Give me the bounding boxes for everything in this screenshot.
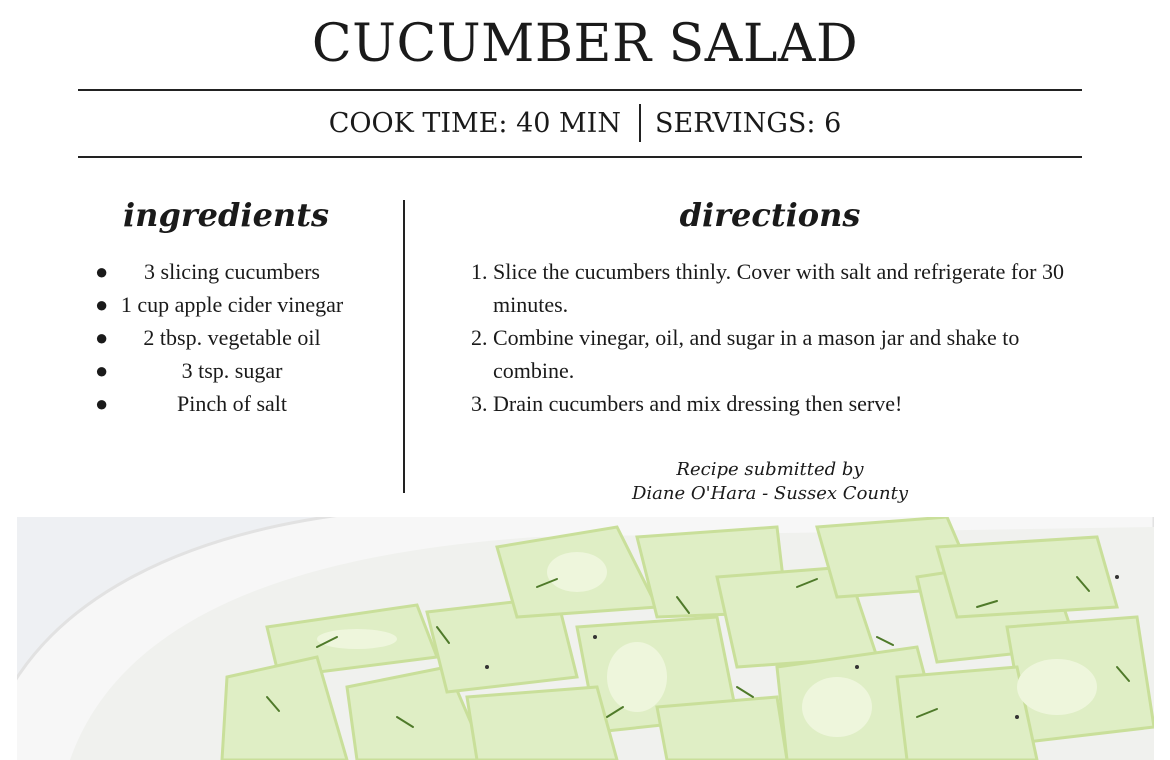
- bullet-icon: ●: [95, 391, 109, 416]
- ingredient-item: ● Pinch of salt: [92, 387, 352, 420]
- salad-photo: [17, 517, 1154, 760]
- recipe-title: CUCUMBER SALAD: [311, 14, 859, 74]
- ingredients-heading: ingredients: [123, 196, 329, 234]
- ingredient-item: ● 3 tsp. sugar: [92, 354, 352, 387]
- direction-step: 1. Slice the cucumbers thinly. Cover with salt and refrigerate for 30 minutes.: [471, 259, 1065, 317]
- ingredient-item: ● 3 slicing cucumbers: [92, 255, 352, 288]
- bullet-icon: ●: [95, 259, 109, 284]
- directions-heading: directions: [679, 196, 861, 234]
- salad-illustration: [17, 517, 1154, 760]
- bullet-icon: ●: [95, 358, 109, 383]
- ingredient-item: ● 2 tbsp. vegetable oil: [92, 321, 352, 354]
- bullet-icon: ●: [95, 292, 109, 317]
- recipe-credit: [560, 458, 980, 506]
- servings: SERVINGS: 6: [654, 107, 842, 139]
- directions-list: [471, 255, 1101, 420]
- meta-separator: [639, 104, 641, 142]
- ingredients-list: [92, 255, 352, 420]
- credit-line: Recipe submitted by: [676, 459, 864, 480]
- top-divider: [78, 89, 1082, 91]
- credit-author: Diane O'Hara - Sussex County: [631, 483, 908, 504]
- cook-time: COOK TIME: 40 MIN: [328, 107, 621, 139]
- ingredient-item: ● 1 cup apple cider vinegar: [92, 288, 352, 321]
- direction-step: 2. Combine vinegar, oil, and sugar in a mason jar and shake to combine.: [471, 325, 1020, 383]
- bottom-divider: [78, 156, 1082, 158]
- recipe-meta: [0, 104, 1170, 142]
- column-divider: [403, 200, 405, 493]
- bullet-icon: ●: [95, 325, 109, 350]
- direction-step: 3. Drain cucumbers and mix dressing then serve!: [471, 391, 903, 416]
